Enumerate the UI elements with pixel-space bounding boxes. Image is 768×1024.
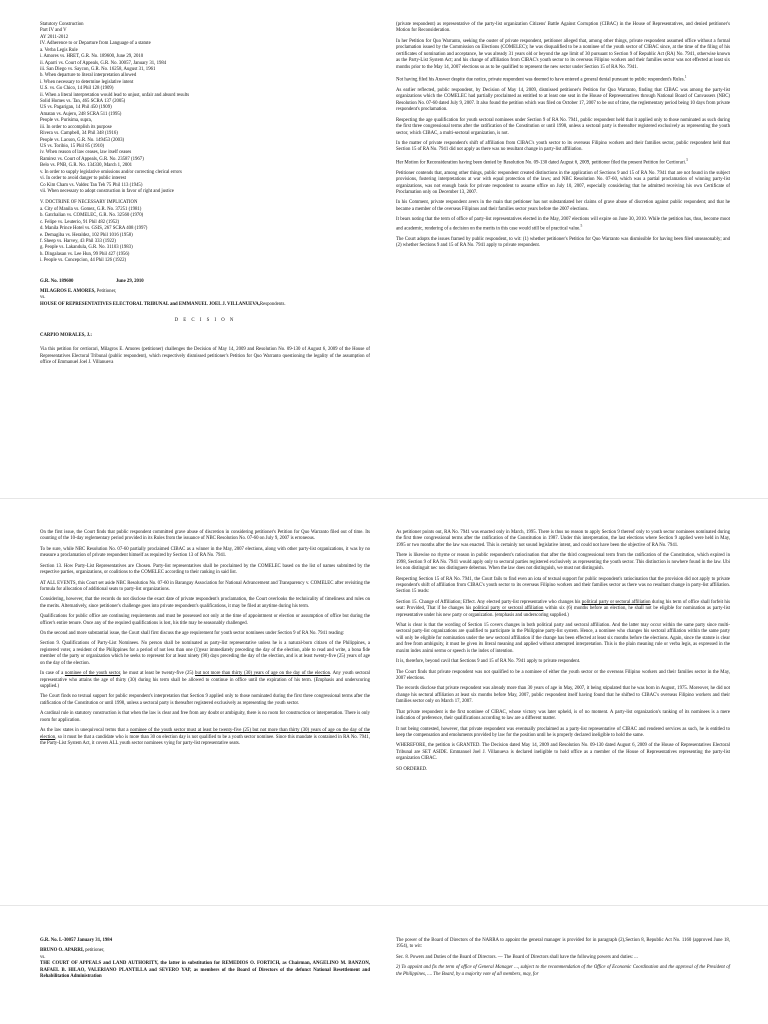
paragraph: Qualifications for public office are continuing requirements and must be possessed not only at the time of appointment or election or assumption of office but during the officer's entire tenure. Once any of the required qualifications is lost, his title may be seasonably challenged. bbox=[40, 614, 370, 626]
outline-part-v bbox=[40, 200, 370, 264]
paragraph: Section 9. Qualifications of Party-List Nominees. No person shall be nominated as party-list representative unless he is a natural-born citizen of the Philippines, a registered voter, a resident of the Philippines for a period of not less than one (1)year immediately preceding the day of the election, able to read and write, a bona fide member of the party or organization which he seeks to represent for at least ninety (90) days preceding the day of the election, and is at least twenty-five (25) years of age on the day of the election. bbox=[40, 641, 370, 666]
outline-item: iv. When reason of law ceases, law itself ceases bbox=[40, 150, 132, 156]
outline-item: iii. San Diego vs. Saycon, G.R. No. 16258, August 31, 1961 bbox=[40, 66, 156, 72]
outline-item: i. Amores vs. HRET, G.R. No. 189600, June 29, 2010 bbox=[40, 54, 144, 60]
paragraph: Considering, however, that the records do not disclose the exact date of private respondent's proclamation, the Court overlooks the technicality of timeliness and rules on the merits. Alternatively, since petitioner's challenge goes into private respondent's qualifications, it may be filed at anytime during his term. bbox=[40, 597, 370, 609]
outline-item: Rivera vs. Campbell, 34 Phil 348 (1916) bbox=[40, 131, 118, 137]
paragraph: As the law states in unequivocal terms that a nominee of the youth sector must at least be twenty-five (25) but not more than thirty (30) years of age on the day of the election, so it must be that a candidate who is more than 30 on election day is not qualified to be a youth sector nominee. Since this mandate is contained in RA No. 7941, the Party-List System Act, it covers ALL youth sector nominees vying for party-list representative seats. bbox=[40, 728, 370, 746]
paragraph: Petitioner contends that, among other things, public respondent created distinctions in the application of Sections 9 and 15 of RA No. 7941 that are not found in the subject provisions, fostering interpretations at war with equal protection of the laws; and NBC Resolution No. 07-60, which was a partial proclamation of winning party-list organizations, was not enough basis for private respondent to assume office on July 10, 2007, especially considering that he admitted receiving his own Certificate of Proclamation only on December 13, 2007. bbox=[396, 170, 730, 196]
case-number: G.R. No. 189600 bbox=[40, 278, 74, 284]
outline-item: AY 2011-2012 bbox=[40, 34, 69, 40]
bottom-left-column bbox=[40, 530, 370, 751]
outline-item: U.S. vs. Go Chico, 14 Phil 128 (1909) bbox=[40, 86, 114, 92]
paragraph: In his Comment, private respondent avers in the main that petitioner has not substantiated her claims of grave abuse of discretion against public respondent; and that he became a member of the overseas Filipinos and their families sector years before the 2007 elections. bbox=[396, 200, 730, 212]
outline-item: Belo vs. PNB, G.R. No. 134330, March 1, 2001 bbox=[40, 163, 133, 169]
outline-item: iii. In order to accomplish its purpose bbox=[40, 124, 112, 130]
top-left-column bbox=[40, 22, 370, 370]
outline-item: h. Dingalasan vs. Lee Hun, 99 Phil 427 (1956) bbox=[40, 251, 130, 257]
outline-item: Statutory Construction bbox=[40, 22, 84, 27]
versus: vs. bbox=[40, 295, 46, 301]
petitioner-role: Petitioner, bbox=[95, 289, 117, 295]
paragraph: What is clear is that the wording of Section 15 covers changes in both political party and sectoral affiliation. And the latter may occur within the same party since multi-sectoral party-list organizations are qualified to participate in the Philippine party-list system. Hence, a nominee who changes his sectoral affiliation within the same party will only be eligible for nomination under the new sectoral affiliation if the change has been effected at least six months before the elections. Again, since the statute is clear and free from ambiguity, it must be given its literal meaning and applied without attempted interpretation. This is the plain meaning rule or verba legis, as expressed in the maxim index animi sermo or speech is the index of intention. bbox=[396, 623, 730, 654]
paragraph: In her Petition for Quo Warranto, seeking the ouster of private respondent, petitioner alleged that, among other things, private respondent assumed office without a formal proclamation issued by the Commission on Elections (COMELEC); he was disqualified to be a nominee of the youth sector of CIBAC since, at the time of the filing of his certificates of nomination and acceptance, he was already 31 years old or beyond the age limit of 30 pursuant to Section 9 of Republic Act (RA) No. 7941, otherwise known as the Party-List System Act; and his change of affiliation from CIBAC's youth sector to its overseas Filipino workers and their families sector was not effected at least six months prior to the May 14, 2007 elections so as to be qualified to represent the new sector under Section 15 of RA No. 7941. bbox=[396, 38, 730, 70]
outline-item: i. When necessary to determine legislative intent bbox=[40, 79, 134, 85]
paragraph: In the matter of private respondent's shift of affiliation from CIBAC's youth sector to its overseas Filipino workers and their families sector, public respondent held that Section 15 of RA No. 7941 did not apply as there was no resultant change in party-list affiliation. bbox=[396, 140, 730, 153]
footnote-marker[interactable]: 1 bbox=[684, 74, 687, 79]
outline-item: Ramirez vs. Court of Appeals, G.R. No. 23587 (1967) bbox=[40, 156, 144, 162]
case-heading bbox=[40, 279, 370, 285]
paragraph: Respecting the age qualification for youth sectoral nominees under Section 9 of RA No. 7941, public respondent held that it applied only to those nominated as such during the first three congressional terms after the ratification of the Constitution or until 1998, unless a sectoral party is thereafter registered exclusively as representing the youth sector, which CIBAC, a multi-sectoral organization, is not. bbox=[396, 117, 730, 136]
party-petitioner bbox=[40, 289, 370, 308]
paragraph: Section 15. Change of Affiliation; Effect. Any elected party-list representative who changes his political party or sectoral affiliation during his term of office shall forfeit his seat: Provided, That if he changes his political party or sectoral affiliation within six (6) months before an election, he shall not be eligible for nomination as party-list representative under his new party or organization. (emphasis and underscoring supplied.) bbox=[396, 599, 730, 618]
paragraph: As petitioner points out, RA No. 7941 was enacted only in March, 1995. There is thus no reason to apply Section 9 thereof only to youth sector nominees nominated during the first three congressional terms after the ratification of the Constitution in 1987. Under this interpretation, the last elections where Section 9 applied were held in May, 1995 or two months after the law was enacted. This is certainly not sound legislative intent, and could not have been the objective of RA No. 7941. bbox=[396, 530, 730, 548]
outline-item: f. Sheep vs. Harvey, 43 Phil 333 (1922) bbox=[40, 238, 116, 244]
outline-item: i. People vs. Concepcion, 44 Phil 126 (1922) bbox=[40, 258, 127, 264]
paragraph: (private respondent) as representative of the party-list organization Citizens' Battle Against Corruption (CIBAC) in the House of Representatives, and denied petitioner's Motion for Reconsideration. bbox=[396, 22, 730, 34]
paragraph: On the first issue, the Court finds that public respondent committed grave abuse of discretion in considering petitioner's Petition for Quo Warranto filed out of time. Its counting of the 10-day reglementary period provided in its Rules from the issuance of NBC Resolution No. 07-60 on July 9, 2007 is erroneous. bbox=[40, 530, 370, 542]
paragraph: The Court finds no textual support for public respondent's interpretation that Section 9 applied only to those nominated during the first three congressional terms after the ratification of the Constitution or until 1998, unless a sectoral party is thereafter registered exclusively as representing the youth sector. bbox=[40, 694, 370, 706]
outline-item: vi. In order to avoid danger to public interest bbox=[40, 176, 126, 182]
outline-item: IV. Adherence to or Departure from Language of a statute bbox=[40, 41, 151, 47]
top-right-column bbox=[396, 22, 730, 254]
outline-part-iv bbox=[40, 22, 370, 195]
respondent-role: Respondents. bbox=[259, 301, 286, 307]
outline-item: g. People vs. Lakandula, G.R. No. 31103 (1983) bbox=[40, 245, 133, 251]
paragraph: A cardinal rule in statutory construction is that when the law is clear and free from any doubt or ambiguity, there is no room for construction or interpretation. There is only room for application. bbox=[40, 711, 370, 723]
paragraph: To be sure, while NBC Resolution No. 07-60 partially proclaimed CIBAC as a winner in the May, 2007 elections, along with other party-list organizations, it was by no measure a proclamation of private respondent himself as required by Section 13 of RA No. 7941. bbox=[40, 546, 370, 559]
paragraph: The records disclose that private respondent was already more than 30 years of age in May, 2007, it being stipulated that he was born in August, 1975. Moreover, he did not change his sectoral affiliation at least six months before May, 2007, public respondent itself having found that he shifted to CIBAC's overseas Filipino workers and their families sector only on March 17, 2007. bbox=[396, 686, 730, 705]
outline-item: b. When departure to literal interpretation allowed bbox=[40, 73, 137, 79]
outline-item: e. Demagiba vs. Heraldez, 102 Phil 1016 (1958) bbox=[40, 232, 133, 238]
paragraph: Section 13. How Party-List Representatives are Chosen. Party-list representatives shall be proclaimed by the COMELEC based on the list of names submitted by the respective parties, organizations, or coalitions to the COMELEC according to their ranking in said list. bbox=[40, 563, 370, 576]
respondent-names: HOUSE OF REPRESENTATIVES ELECTORAL TRIBUNAL and EMMANUEL JOEL J. VILLANUEVA, bbox=[40, 301, 260, 307]
paragraph: Not having filed his Answer despite due notice, private respondent was deemed to have entered a general denial pursuant to public respondent's Rules.$^1$ bbox=[396, 74, 687, 83]
paragraph: Respecting Section 15 of RA No. 7941, the Court fails to find even an iota of textual support for public respondent's ratiocination that the provision did not apply to private respondent's shift of affiliation from CIBAC's youth sector to its overseas Filipino workers and their families sector as there was no resultant change in party-list affiliation. Section 15 reads: bbox=[396, 576, 730, 595]
footnote-marker[interactable]: 5 bbox=[580, 223, 583, 228]
party-block: BRUNO O. APARRI, petitioner, vs. THE COURT OF APPEALS and LAND AUTHORITY, the latter in substitution for REMEDIOS O. FORTICH, as Chairman, ANGELINO M. BANZON, RAFAEL B. HILAO, VALERIANO PLANTILLA and SEVERO YAP, as members of the Board of Directors of the defunct National Resettlement and Rehabilitation Administration bbox=[40, 948, 370, 980]
outline-item: US vs. Toribio, 15 Phil 85 (1910) bbox=[40, 144, 105, 150]
outline-item: c. Felipe vs. Leuterio, 91 Phil 482 (1952) bbox=[40, 219, 120, 225]
paragraph: In case of a nominee of the youth sector, he must at least be twenty-five (25) but not more than thirty (30) years of age on the day of the election. Any youth sectoral representative who attains the age of thirty (30) during his term shall be allowed to continue in office until the expiration of his term. (Emphasis and underscoring supplied.) bbox=[40, 671, 371, 690]
outline-item: a. City of Manila vs. Gomez, G.R. No. 37251 (1981) bbox=[40, 206, 142, 212]
paragraph: On the second and more substantial issue, the Court shall first discuss the age requirement for youth sector nominees under Section 9 of RA No. 7941 reading: bbox=[40, 631, 345, 637]
footer-left-column bbox=[40, 938, 370, 985]
outline-item: People vs. Purisima, supra, bbox=[40, 118, 92, 124]
outline-item: vii. When necessary to adopt construction in favor of right and justice bbox=[40, 188, 174, 194]
paragraph: It is, therefore, beyond cavil that Sections 9 and 15 of RA No. 7941 apply to private respondent. bbox=[396, 659, 581, 665]
outline-item: People vs. Lacson, G.R. No. 149453 (2003) bbox=[40, 137, 125, 143]
outline-item: d. Manila Prince Hotel vs. GSIS, 267 SCRA 408 (1997) bbox=[40, 226, 148, 232]
footnote-marker[interactable]: 3 bbox=[686, 157, 688, 162]
paragraph: AT ALL EVENTS, this Court set aside NBC Resolution No. 07-60 in Barangay Association for National Advancement and Transparency v. COMELEC after revisiting the formula for allocation of additional seats to party-list organizations. bbox=[40, 580, 370, 592]
outline-item: ii. When a literal interpretation would lead to unjust, unfair and absurd results bbox=[40, 92, 190, 98]
outline-item: Solid Homes vs. Tan, 465 SCRA 137 (2005) bbox=[40, 99, 126, 105]
page-divider bbox=[0, 498, 768, 499]
footer-right-column bbox=[396, 938, 730, 982]
paragraph: The Court finds that private respondent was not qualified to be a nominee of either the youth sector or the overseas Filipino workers and their families sector in the May, 2007 elections. bbox=[396, 669, 730, 682]
paragraph: The power of the Board of Directors of the NARRA to appoint the general manager is provided for in paragraph (2),Section 8, Republic Act No. 1160 (approved June 18, 1954), to wit: bbox=[396, 938, 730, 950]
paragraph: There is likewise no rhyme or reason in public respondent's ratiocination that after the third congressional term from the ratification of the Constitution, which expired in 1998, Section 9 of RA No. 7941 would apply only to sectoral parties registered exclusively as representing the youth sector. This distinction is nowhere found in the law. Ubi lex non distinguit nec nos distinguere debemus. When the law does not distinguish, we must not distinguish. bbox=[396, 553, 730, 572]
paragraph: Her Motion for Reconsideration having been denied by Resolution No. 09-130 dated August 6, 2009, petitioner filed the present Petition for Certiorari.$^3$ bbox=[396, 157, 688, 166]
decision-heading: D E C I S I O N bbox=[174, 318, 236, 324]
case-date: June 29, 2010 bbox=[115, 278, 144, 284]
outline-item: Part IV and V bbox=[40, 28, 67, 34]
paragraph: SO ORDERED. bbox=[396, 766, 428, 772]
outline-item: v. In order to supply legislative omissions and/or correcting clerical errors bbox=[40, 169, 182, 175]
ponente: CARPIO MORALES, J.: bbox=[40, 332, 92, 338]
paragraph: As earlier reflected, public respondent, by Decision of May 14, 2009, dismissed petitioner's Petition for Quo Warranto, finding that CIBAC was among the party-list organizations which the COMELEC had partially proclaimed as entitled to at least one seat in the House of Representatives through National Board of Canvassers (NBC) Resolution No. 07-60 dated July 9, 2007. It also found the petition which was filed on October 17, 2007 to be out of time, the reglementary period being 10 days from private respondent's proclamation. bbox=[396, 87, 730, 113]
outline-item: Co Kim Cham vs. Valdez Tan Teh 75 Phil 113 (1945) bbox=[40, 182, 143, 188]
outline-item: ii. Aparri vs. Court of Appeals, G.R. No. 30057, January 31, 1984 bbox=[40, 60, 167, 66]
paragraph: Sec. 8. Powers and Duties of the Board of Directors. — The Board of Directors shall have the following powers and duties: ... bbox=[396, 954, 638, 960]
paragraph: It not being contested, however, that private respondent was eventually proclaimed as a party-list representative of CIBAC and rendered services as such, he is entitled to keep the compensation and emoluments provided by law for the position until he is properly declared ineligible to hold the same. bbox=[396, 726, 730, 738]
paragraph: 2) To appoint and fix the term of office of General Manager ..., subject to the recommendation of the Office of Economic Coordination and the approval of the President of the Philippines, .... The Board, by a majority vote of all members, may, for bbox=[396, 965, 730, 977]
outline-item: a. Verba Legis Rule bbox=[40, 47, 78, 53]
outline-item: b. Gatchalian vs. COMELEC, G.R. No. 32560 (1970) bbox=[40, 213, 144, 219]
page-divider bbox=[0, 905, 768, 906]
petitioner-name: MILAGROS E. AMORES, bbox=[40, 289, 96, 295]
intro-paragraph: Via this petition for certiorari, Milagros E. Amores (petitioner) challenges the Decision of May 14, 2009 and Resolution No. 09-130 of August 6, 2009 of the House of Representatives Electoral Tribunal (public respondent), which respectively dismissed petitioner's Petition for Quo Warranto questioning the legality of the assumption of office of Emmanuel Joel J. Villanueva bbox=[40, 347, 370, 365]
bottom-right-column bbox=[396, 530, 730, 777]
paragraph: The Court adopts the issues framed by public respondent, to wit: (1) whether petitioner's Petition for Quo Warranto was dismissible for having been filed unseasonably; and (2) whether Sections 9 and 15 of RA No. 7941 apply to private respondent. bbox=[396, 236, 730, 249]
paragraph: WHEREFORE, the petition is GRANTED. The Decision dated May 14, 2009 and Resolution No. 09-130 dated August 6, 2009 of the House of Representatives Electoral Tribunal are SET ASIDE. Emmanuel Joel J. Villanueva is declared ineligible to hold office as a member of the House of Representatives representing the party-list organization CIBAC. bbox=[396, 743, 730, 762]
outline-item: V. DOCTRINE OF NECESSARY IMPLICATION bbox=[40, 200, 138, 206]
paragraph: It bears noting that the term of office of party-list representatives elected in the May, 2007 elections will expire on June 30, 2010. While the petition has, thus, become moot and academic, rendering of a decision on the merits in this case would still be of practical value.$^5$ bbox=[396, 217, 730, 232]
case-number: G.R. No. L-30057 January 31, 1984 bbox=[40, 938, 113, 943]
outline-item: US vs. Pagarigan, 14 Phil 450 (1909) bbox=[40, 105, 112, 111]
outline-item: Amatan vs. Aujero, 248 SCRA 511 (1995) bbox=[40, 111, 122, 117]
paragraph: That private respondent is the first nominee of CIBAC, whose victory was later upheld, is of no moment. A party-list organization's ranking of its nominees is a mere indication of preference, their qualifications according to law are a different matter. bbox=[396, 709, 730, 722]
